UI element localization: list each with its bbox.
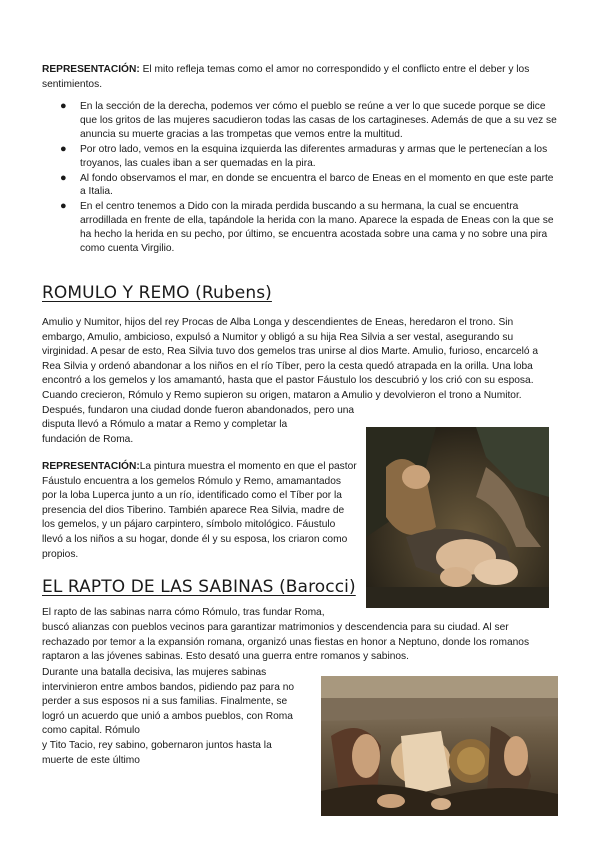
sabinas-paragraph: buscó alianzas con pueblos vecinos para garantizar matrimonios y descendencia para su ciudad. Al ser rechazado por temor a la expansión romana, organizó unas fiestas en honor a Neptuno, donde los romanos raptaron a las jóvenes sabinas. Esto desató una guerra entre romanos y sabinos.: [42, 622, 530, 663]
bullet-icon: ●: [60, 171, 67, 184]
bullet-icon: ●: [60, 100, 67, 112]
sabinas-heading: EL RAPTO DE LAS SABINAS (Barocci): [42, 577, 356, 597]
romulo-heading: ROMULO Y REMO (Rubens): [42, 283, 272, 303]
list-item: ● En la sección de la derecha, podemos ver cómo el pueblo se reúne a ver lo que sucede porque se dice que los gritos de las mujeres sacudieron todas las casas de los cartagineses. Además de que a su vez se anuncia su muerte gracias a las trompetas que vemos entre la multitud.: [60, 100, 557, 140]
list-item: ● Por otro lado, vemos en la esquina izquierda las diferentes armaduras y armas que le pertenecían a los troyanos, las cuales iban a ser quemadas en la pira.: [60, 142, 548, 169]
bullet-icon: ●: [60, 200, 67, 213]
romulo-paragraph: Amulio y Numitor, hijos del rey Procas de Alba Longa y descendientes de Eneas, heredaron el trono. Sin embargo, Amulio, ambicioso, expulsó a Numitor y obligó a su hija Rea Silvia a ser vestal, asegurando su virginidad. A pesar de esto, Rea Silvia tuvo dos gemelos tras unirse al dios Marte. Amulio, furioso, encarceló a Rea Silvia y ordenó abandonar a los niños en el río Tíber, pero la cesta quedó atrapada en la orilla. Una loba encontró a los gemelos y los amamantó, hasta que el pastor Fáustulo los descubrió y los crió con su esposa. Cuando crecieron, Rómulo y Remo supieron su origen, mataron a Amulio y devolvieron el trono a Numitor. Después, fundaron una ciudad donde fueron abandonados, pero una: [42, 317, 539, 416]
romulo-remo-painting: [366, 427, 549, 608]
bullet-list: [58, 100, 558, 257]
intro-paragraph: [42, 63, 562, 92]
list-item: ● En el centro tenemos a Dido con la mirada perdida buscando a su hermana, la cual se encuentra arrodillada en frente de ella, tapándole la herida con la mano. Aparece la espada de Eneas con la que se ha hecho la herida en su pecho, por último, se encuentra acostada sobre una cama y no sobre una pira como cuenta Virgilio.: [60, 200, 554, 255]
romulo-paragraph-end: disputa llevó a Rómulo a matar a Remo y completar la fundación de Roma.: [42, 419, 288, 445]
romulo-rep-label: REPRESENTACIÓN:: [42, 461, 140, 472]
sabinas-paragraph-start: El rapto de las sabinas narra cómo Rómulo, tras fundar Roma,: [42, 607, 325, 618]
sabinas-paragraph-2: Durante una batalla decisiva, las mujeres sabinas intervinieron entre ambos bandos, pidiendo paz para no perder a sus esposos ni a sus familias. Finalmente, se logró un acuerdo que unió a ambos pueblos, con Roma como capital. Rómulo: [42, 667, 295, 737]
sabinas-painting: [321, 676, 558, 816]
romulo-rep-text: La pintura muestra el momento en que el pastor Fáustulo encuentra a los gemelos Rómulo y Remo, amamantados por la loba Luperca junto a un río, identificado como el Tíber por la presencia del dios Tiberino. También aparece Rea Silvia, madre de los gemelos, y un pájaro carpintero, símbolo mitológico. Fáustulo llevó a los niños a su hogar, donde él y su esposa, los criaron como propios.: [42, 461, 357, 560]
bullet-icon: ●: [60, 142, 67, 155]
romulo-representation: [42, 460, 357, 562]
sabinas-paragraph-2-end: y Tito Tacio, rey sabino, gobernaron juntos hasta la muerte de este último: [42, 740, 272, 766]
list-item: ● Al fondo observamos el mar, en donde se encuentra el barco de Eneas en el momento en que este parte a Italia.: [60, 171, 554, 198]
intro-text: El mito refleja temas como el amor no correspondido y el conflicto entre el deber y los sentimientos.: [42, 64, 530, 90]
intro-label: REPRESENTACIÓN:: [42, 64, 140, 75]
